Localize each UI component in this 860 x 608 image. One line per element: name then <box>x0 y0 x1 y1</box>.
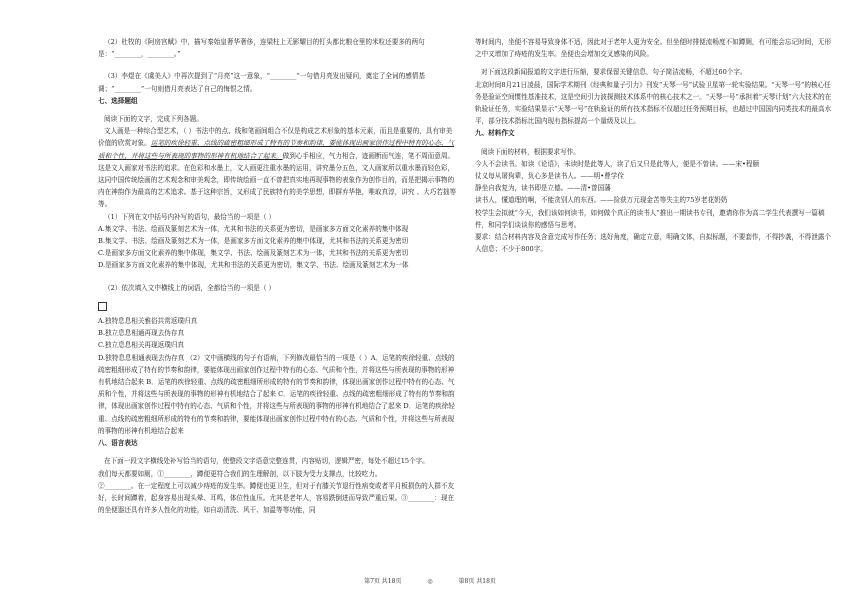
section-7-heading: 七、选择题组 <box>98 96 138 105</box>
section-9-heading: 九、材料作文 <box>475 129 515 138</box>
page-number-left: 第7页 共18页 <box>364 578 402 585</box>
section-8-heading: 八、语言表达 <box>98 439 138 448</box>
continued-text: 等时间内，坐便不容易导致身体不适，因此对于老年人更为安全。但坐便时排便流畅度不如蹲厕，有可能会忘记时间，无形之中又增加了痔疮的发生率。坐便也会增加交叉感染的风险。 <box>475 38 832 59</box>
quote-2: 仗义每从屠狗辈，负心多是读书人。——明•曹学佺 <box>475 172 624 181</box>
q2-option-c: C.独立息息相关再现返璞归真 <box>98 341 185 350</box>
q1-option-b: B.集文学、书法、绘画及篆刻艺术为一体，是画家多方面文化素养的集中体现，尤其和书法的关系更为密切 <box>98 237 409 246</box>
q2-option-b: B.独立息息相通再现去伪存真 <box>98 329 185 338</box>
q2-text: （2）杜牧的《阿房宫赋》中，描写秦始皇奢华奢侈，连梁柱上无影耀目的钉头都比粮仓里的米粒还要多的两句是：“________，________。” <box>98 38 425 59</box>
language-intro: 在下面一段文字横线处补写恰当的语句，使整段文字语意完整连贯，内容贴切，逻辑严密，每处不超过15个字。 <box>104 457 429 466</box>
page-number-right: 第8页 共18页 <box>458 578 496 585</box>
underlined-sentence: 运笔的疾徐轻重、点线的疏密粗细形成了特有的节奏和韵律，要能体现出画家创作过程中特有的心态、气质和个性，并将这些与所表现的事物的形神有机地结合了起来。 <box>98 139 455 160</box>
compression-task: 对下面这段新闻报道的文字进行压缩，要求保留关键信息，句子简洁流畅，不超过60个字。 <box>481 68 747 77</box>
news-text: 北京时间8月21日凌晨，国际学术期刊《经典和量子引力》刊发“天琴一号”试验卫星第一轮实验结果。“天琴一号”的核心任务是验证空间惯性基准技术，这是空间引力波探测技术体系中的核心技术之一。“天琴一号”承担着“天琴计划”六大技术的在轨验证任务，实验结果显示“天琴一号”在轨验证的所有技术指标不仅超过任务预期目标，也超过中国国内同类技术的最高水平，部分技术指标比国内现有指标提高一个量级及以上。 <box>475 80 832 126</box>
language-line-1: 我们每天都要如厕，①________，蹲便更符合我们的生理解剖，以下肢为受力支撑点，比较吃力。 <box>98 469 382 478</box>
right-column <box>475 36 835 255</box>
writing-intro: 阅读下面的材料，根据要求写作。 <box>481 147 580 156</box>
question-1: （1）下列在文中括号内补写的语句，最恰当的一项是（ ） <box>104 212 276 221</box>
quote-4: 读书人，懂道理的啊，不能贪别人的东西。——捡获万元现金苦等失主的75岁老花奶奶 <box>475 196 728 205</box>
footer-separator: ◎ <box>427 578 433 585</box>
q1-option-c: C.是画家多方面文化素养的集中体现，集文学、书法、绘画及篆刻艺术为一体，尤其和书法的关系更为密切 <box>98 249 409 258</box>
q2-option-d-and-question-3: D.独特息息相通表现去伪存真 （2）文中画横线的句子有语病，下列修改最恰当的一项是（ ）A．运笔的疾徐轻重、点线的疏密粗细形成了特有的节奏和韵律，要能体现出画家创作过程中特有的心态、气质和个性，并将这些与所表现的事物的形神有机地结合起来 B．运笔的疾徐轻重、点线的疏密粗细所形成的特有的节奏和韵律，体现出画家创作过程中特有的心态、气质和个性，并将这些与所表现的事物的形神有机地结合了起来 C．运笔的疾徐轻重、点线的疏密粗细形成了特有的节奏和韵律，体现出画家创作过程中特有的心态、气质和个性，并将这些与所表现的事物的形神有机地结合了起来 D．运笔的疾徐轻重、点线的疏密粗细所形成的特有的节奏和韵律，要能体现出画家创作过程中特有的心态、气质和个性，并将这些与所表现的事物的形神有机地结合起来 <box>98 353 455 435</box>
language-line-2: ②________。在一定程度上可以减少痔疮的发生率。蹲便也更卫生，但对于有膝关节退行性病变或者平月板损伤的人群不友好，长时间蹲着，起身容易出现头晕、耳鸣，体位性血压。尤其是老年人，容易跌倒进而导致严重后果。③________：现在的坐便器还具有许多人性化的功能，如自动清洗、风干、加温等等功能，同 <box>98 481 455 515</box>
reading-intro: 阅读下面的文字，完成下列各题。 <box>104 115 203 124</box>
quote-1: 今人不会读书。如读《论语》，未读时是此等人，读了后又只是此等人，便是不曾读。——宋•程颐 <box>475 159 760 168</box>
answer-box <box>98 302 107 311</box>
question-2: （2）依次填入文中横线上的词语，全都恰当的一项是（ ） <box>104 283 276 292</box>
quote-3: 静坐自我复为，读书即是立德。——清•曾国藩 <box>475 184 611 193</box>
passage-paragraph: 文人画是一种综合型艺术，（ ）书法中的点、线和笔画间组合不仅是构成艺术形象的基本元素，而且是重要的，具有审美价值的欣赏对象。运笔的疾徐轻重、点线的疏密粗细形成了特有的节奏和韵律，要能体现出画家创作过程中特有的心态、气质和个性，并将这些与所表现的事物的形神有机地结合了起来。做到心手相应，气力相合，迹画断而气连，笔不周而意周。这是文人画家对书法的追求。在色彩和水墨上，文人画更注重水墨的运用，讲究墨分五色，文人画家所以重水墨而轻色彩，这同中国传统绘画的艺术观念和审美观念，即传统绘画一直不曾把真实地再现事物的表象作为创作目的，而是把揭示事物的内在神韵作为最高的艺术追求。基于这种宗旨，又形成了民族特有的美学思想，即摒弃华艳，唯取真淳，讲究 、大巧若拙等等。 <box>98 127 457 209</box>
q3-text: （3）李煜在《虞美人》中再次提到了“月亮”这一意象，“________”一句借月亮发出疑问，奠定了全词的感情基调；“________”一句则借月亮表达了自己的悔恨之情。 <box>98 72 425 93</box>
left-column <box>98 36 458 516</box>
q1-option-d: D.是画家多方面文化素养的集中体现，尤其和书法的关系更为密切，集文学、书法、绘画及篆刻艺术为一体 <box>98 261 409 270</box>
page-footer <box>0 576 860 585</box>
writing-prompt: 校学生会拟就“今天，我们该如何读书，如何做个真正的读书人”推出一期读书专刊，邀请你作为高二学生代表撰写一篇稿件，和同学们谈谈你的感悟与思考。 <box>475 208 825 229</box>
q2-option-a: A.独特息息相关雅俗共赏返璞归真 <box>98 317 198 326</box>
writing-requirements: 要求：结合材料内容及含意完成写作任务；选好角度，确定立意，明确文体，自拟标题，不要套作，不得抄袭，不得泄露个人信息；不少于800字。 <box>475 233 832 254</box>
q1-option-a: A.集文学、书法、绘画及篆刻艺术为一体，尤其和书法的关系更为密切，是画家多方面文化素养的集中体现 <box>98 224 409 233</box>
